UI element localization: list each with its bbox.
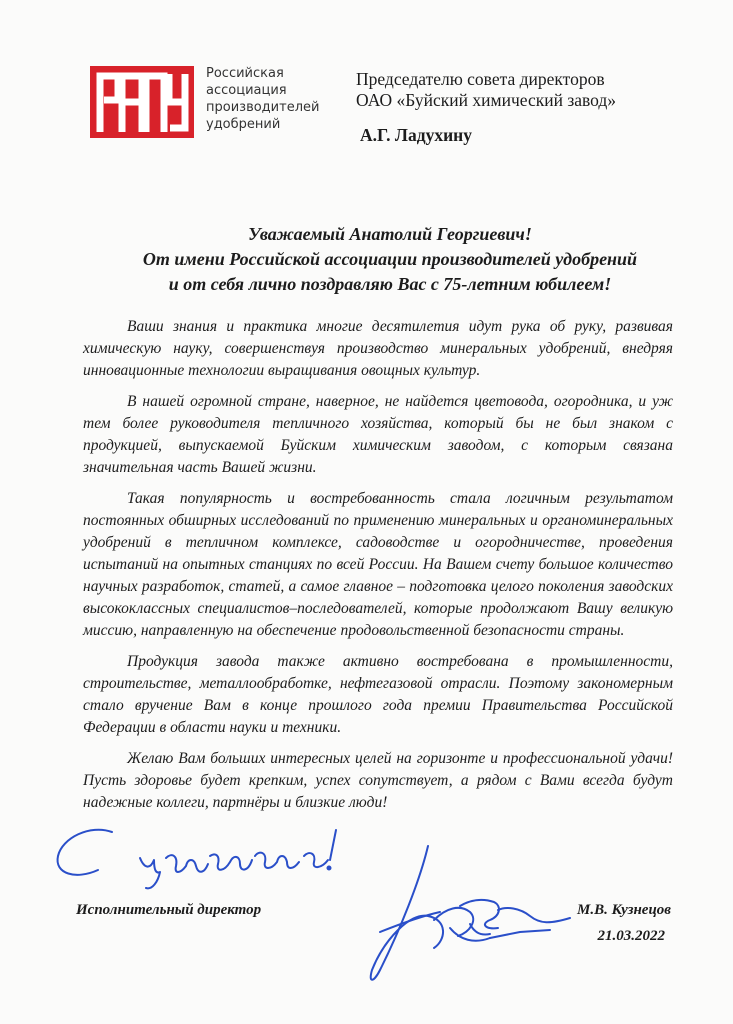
signer-name: М.В. Кузнецов: [577, 902, 671, 918]
paragraph: Такая популярность и востребованность стала логичным результатом постоянных обширных исследований по применению минеральных и органоминеральных удобрений в тепличном комплексе, садоводстве и огородничестве, проведения испытаний на опытных станциях по всей России. На Вашем счету большое количество научных разработок, статей, а самое главное – подготовка целого поколения заводских высококлассных специалистов–последователей, которые продолжают Вашу великую миссию, направленную на обеспечение продовольственной безопасности страны.: [83, 490, 673, 639]
greeting-line: и от себя лично поздравляю Вас с 75-летним юбилеем!: [168, 274, 612, 294]
rapu-logo: [90, 66, 194, 138]
greeting-line: Уважаемый Анатолий Георгиевич!: [248, 224, 532, 244]
org-line: ассоциация: [206, 83, 287, 98]
org-line: удобрений: [206, 117, 281, 132]
addressee-line: ОАО «Буйский химический завод»: [356, 90, 617, 110]
paragraph: Продукция завода также активно востребована в промышленности, строительстве, металлообработке, нефтегазовой отрасли. Поэтому закономерным стало вручение Вам в конце прошлого года премии Правительства Российской Федерации в области науки и техники.: [83, 653, 673, 736]
letter-date: 21.03.2022: [597, 928, 665, 944]
paragraph: В нашей огромной стране, наверное, не найдется цветовода, огородника, и уж тем более руководителя тепличного хозяйства, который бы не был знаком с продукцией, выпускаемой Буйским химическим заводом, с которым связана значительная часть Вашей жизни.: [83, 393, 673, 476]
org-line: Российская: [206, 66, 284, 81]
addressee-line: Председателю совета директоров: [356, 69, 605, 89]
paragraph: Желаю Вам больших интересных целей на горизонте и профессиональной удачи! Пусть здоровье будет крепким, успех сопутствует, а рядом с Вами всегда будут надежные коллеги, партнёры и близкие люди!: [83, 750, 673, 811]
addressee-name: А.Г. Ладухину: [360, 125, 472, 145]
signer-position: Исполнительный директор: [76, 902, 262, 918]
letter-body: [83, 316, 673, 823]
greeting-line: От имени Российской ассоциации производителей удобрений: [142, 249, 638, 269]
paragraph: Ваши знания и практика многие десятилетия идут рука об руку, развивая химическую науку, совершенствуя производство минеральных удобрений, внедряя инновационные технологии выращивания овощных культур.: [83, 318, 673, 379]
org-line: производителей: [206, 100, 320, 115]
greeting-block: [80, 222, 700, 297]
addressee-block: [356, 69, 616, 146]
organization-name: [206, 65, 319, 133]
